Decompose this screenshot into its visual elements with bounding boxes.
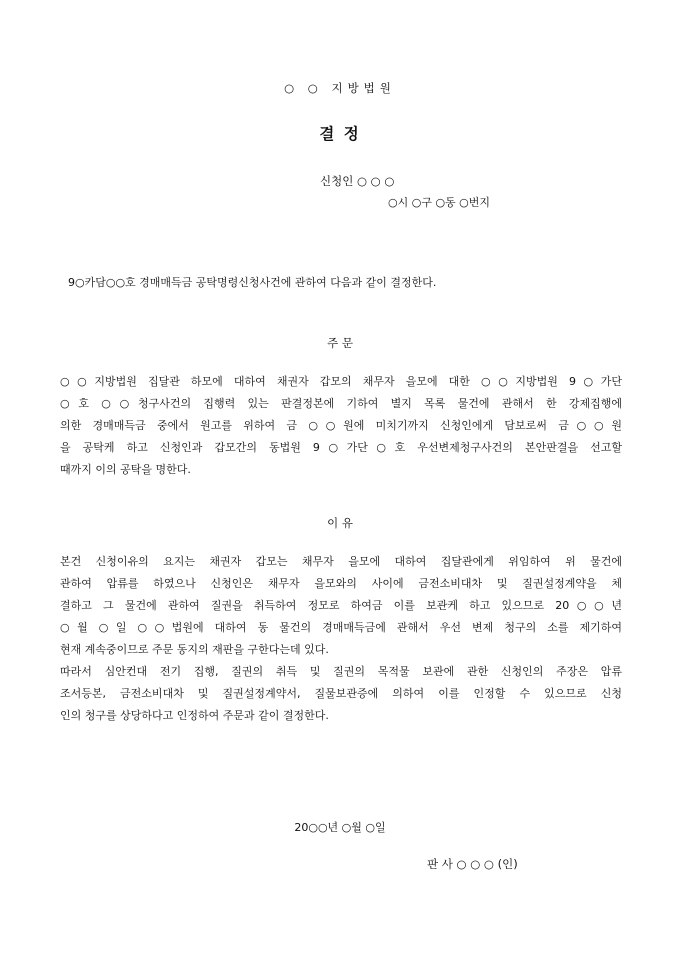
reason-line: 따라서 심안컨대 전기 집행, 질권의 취득 및 질권의 목적물 보관에 관한 신청인의 주장은 압류 bbox=[60, 665, 622, 678]
order-line: 을 공탁케 하고 신청인과 갑모간의 동법원 9○가단○호 우선변제청구사건의 본안판결을 선고할 bbox=[60, 441, 622, 454]
reason-line: 결하고 그 물건에 관하여 질권을 취득하여 정모로 하여금 이를 보관케 하고 있으므로 20○○년 bbox=[60, 599, 622, 612]
reason-line: 조서등본, 금전소비대차 및 질권설정계약서, 질물보관증에 의하여 이를 인정할 수 있으므로 신청 bbox=[60, 687, 622, 700]
reason-line: 인의 청구를 상당하다고 인정하여 주문과 같이 결정한다. bbox=[60, 709, 329, 722]
order-line: ○호 ○○청구사건의 집행력 있는 판결정본에 기하여 별지 목록 물건에 관해서 한 강제집행에 bbox=[60, 397, 622, 410]
order-paragraph bbox=[60, 371, 622, 481]
order-line: 의한 경매매득금 중에서 원고를 위하여 금 ○○원에 미치기까지 신청인에게 담보로써 금○○원 bbox=[60, 419, 622, 432]
reason-heading: 이 유 bbox=[327, 516, 353, 530]
document-title: 결 정 bbox=[319, 125, 361, 143]
court-name: ○ ○ 지방법원 bbox=[284, 81, 396, 95]
applicant-address: ○시 ○구 ○동 ○번지 bbox=[388, 196, 491, 209]
order-heading: 주 문 bbox=[327, 336, 353, 350]
order-line: ○○지방법원 집달관 하모에 대하여 채권자 갑모의 채무자 을모에 대한 ○○지방법원 9○가단 bbox=[60, 375, 622, 388]
applicant-line: 신청인 ○ ○ ○ bbox=[320, 174, 395, 188]
reason-line: 본건 신청이유의 요지는 채권자 갑모는 채무자 을모에 대하여 집달관에게 위임하여 위 물건에 bbox=[60, 555, 622, 568]
judge-signature: 판 사 ○ ○ ○ (인) bbox=[427, 857, 518, 871]
decision-date: 20○○년 ○월 ○일 bbox=[294, 821, 386, 834]
reason-paragraph bbox=[60, 551, 622, 727]
order-line: 때까지 이의 공탁을 명한다. bbox=[60, 463, 191, 476]
reason-line: ○월 ○일 ○○법원에 대하여 동 물건의 경매매득금에 관해서 우선 변제 청구의 소를 제기하여 bbox=[60, 621, 622, 634]
intro-statement: 9○카담○○호 경매매득금 공탁명령신청사건에 관하여 다음과 같이 결정한다. bbox=[68, 276, 437, 289]
reason-line: 관하여 압류를 하였으나 신청인은 채무자 을모와의 사이에 금전소비대차 및 질권설정계약을 체 bbox=[60, 577, 622, 590]
reason-line: 현재 계속중이므로 주문 동지의 재판을 구한다는데 있다. bbox=[60, 643, 329, 656]
